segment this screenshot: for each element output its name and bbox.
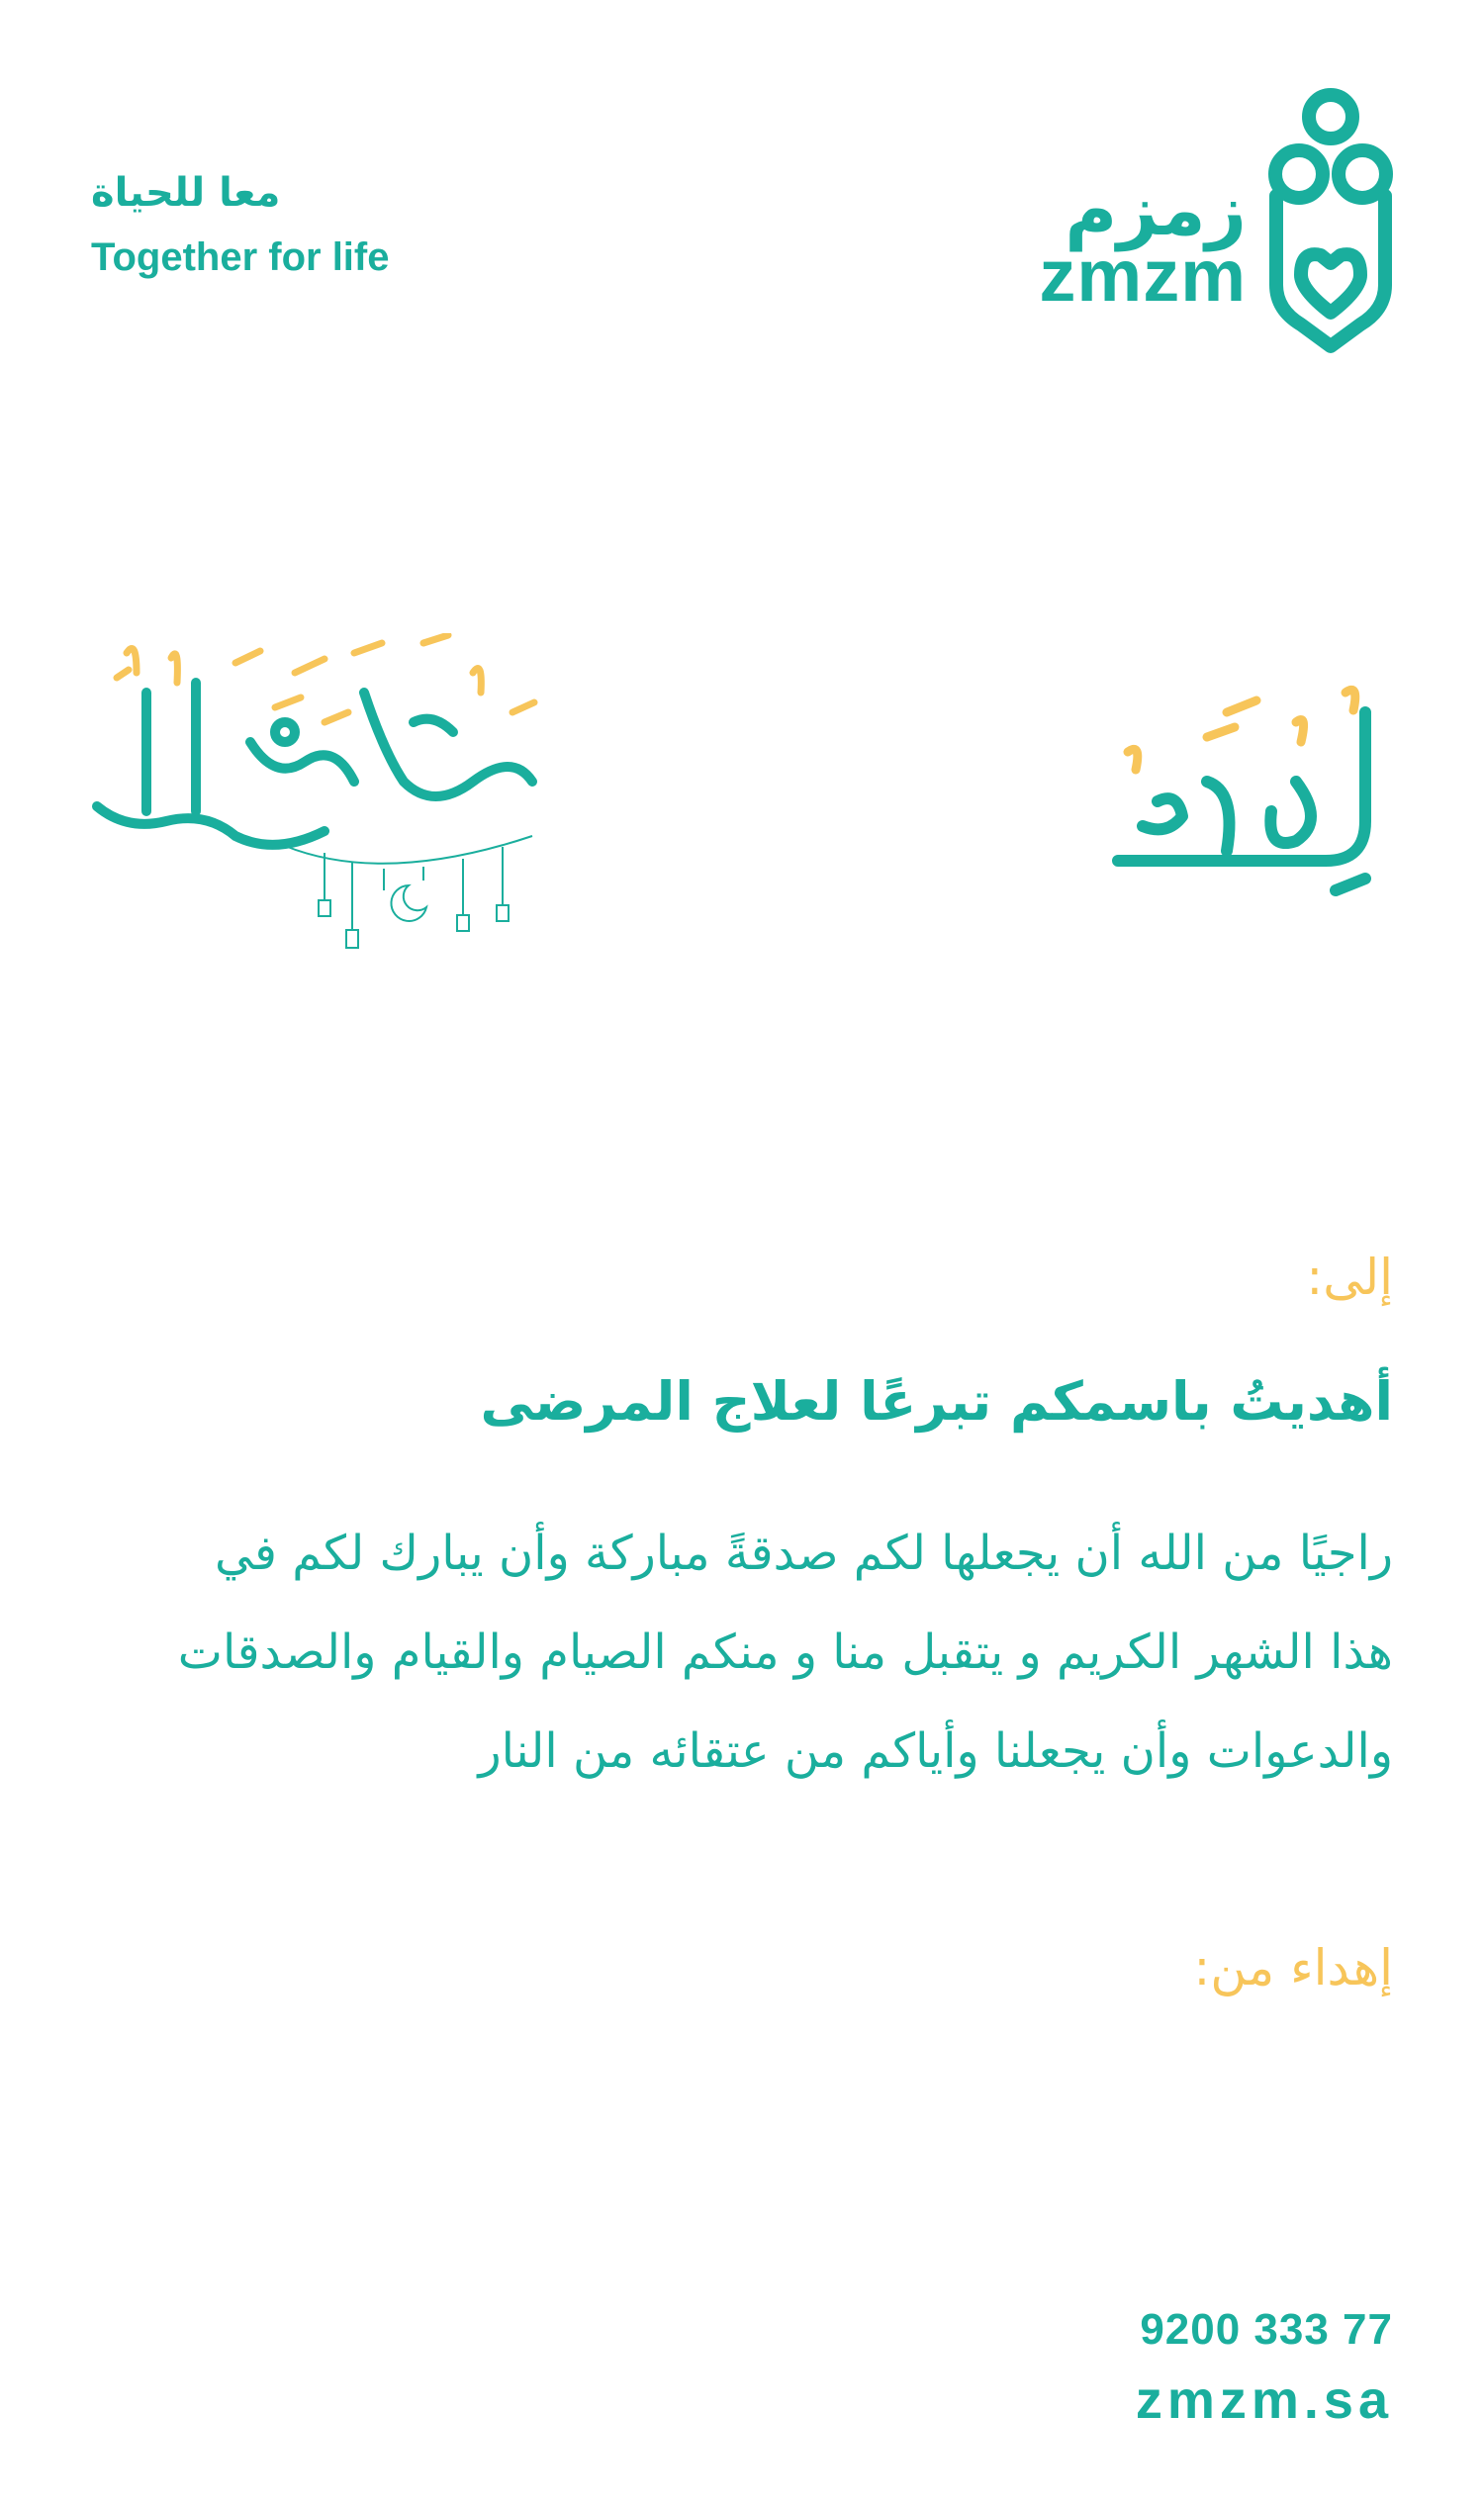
logo-family-heart-icon (1266, 87, 1395, 354)
ihda-calligraphy (1098, 653, 1395, 920)
phone-number: 9200 333 77 (1140, 2305, 1393, 2354)
logo-english-wordmark: zmzm (1039, 234, 1247, 317)
gift-headline: أهديتُ باسمكم تبرعًا لعلاج المرضى (480, 1370, 1393, 1433)
from-label: إهداء من: (1193, 1939, 1393, 1996)
website-link[interactable]: zmzm.sa (1135, 2370, 1393, 2430)
to-label: إلى: (1306, 1249, 1393, 1306)
ramadan-mubarak-calligraphy (87, 633, 552, 960)
gift-message: راجيًا من الله أن يجعلها لكم صدقةً مباركة وأن يبارك لكم في هذا الشهر الكريم و يتقبل منا و منكم الصيام والقيام والصدقات والدعوات وأن يجعلنا وأياكم من عتقائه من النار (177, 1526, 1393, 1779)
logo-arabic-wordmark: زمزم (1065, 168, 1247, 251)
tagline-english: Together for life (91, 235, 390, 279)
zmzm-logo (841, 87, 1395, 364)
tagline-arabic: معا للحياة (91, 170, 281, 216)
